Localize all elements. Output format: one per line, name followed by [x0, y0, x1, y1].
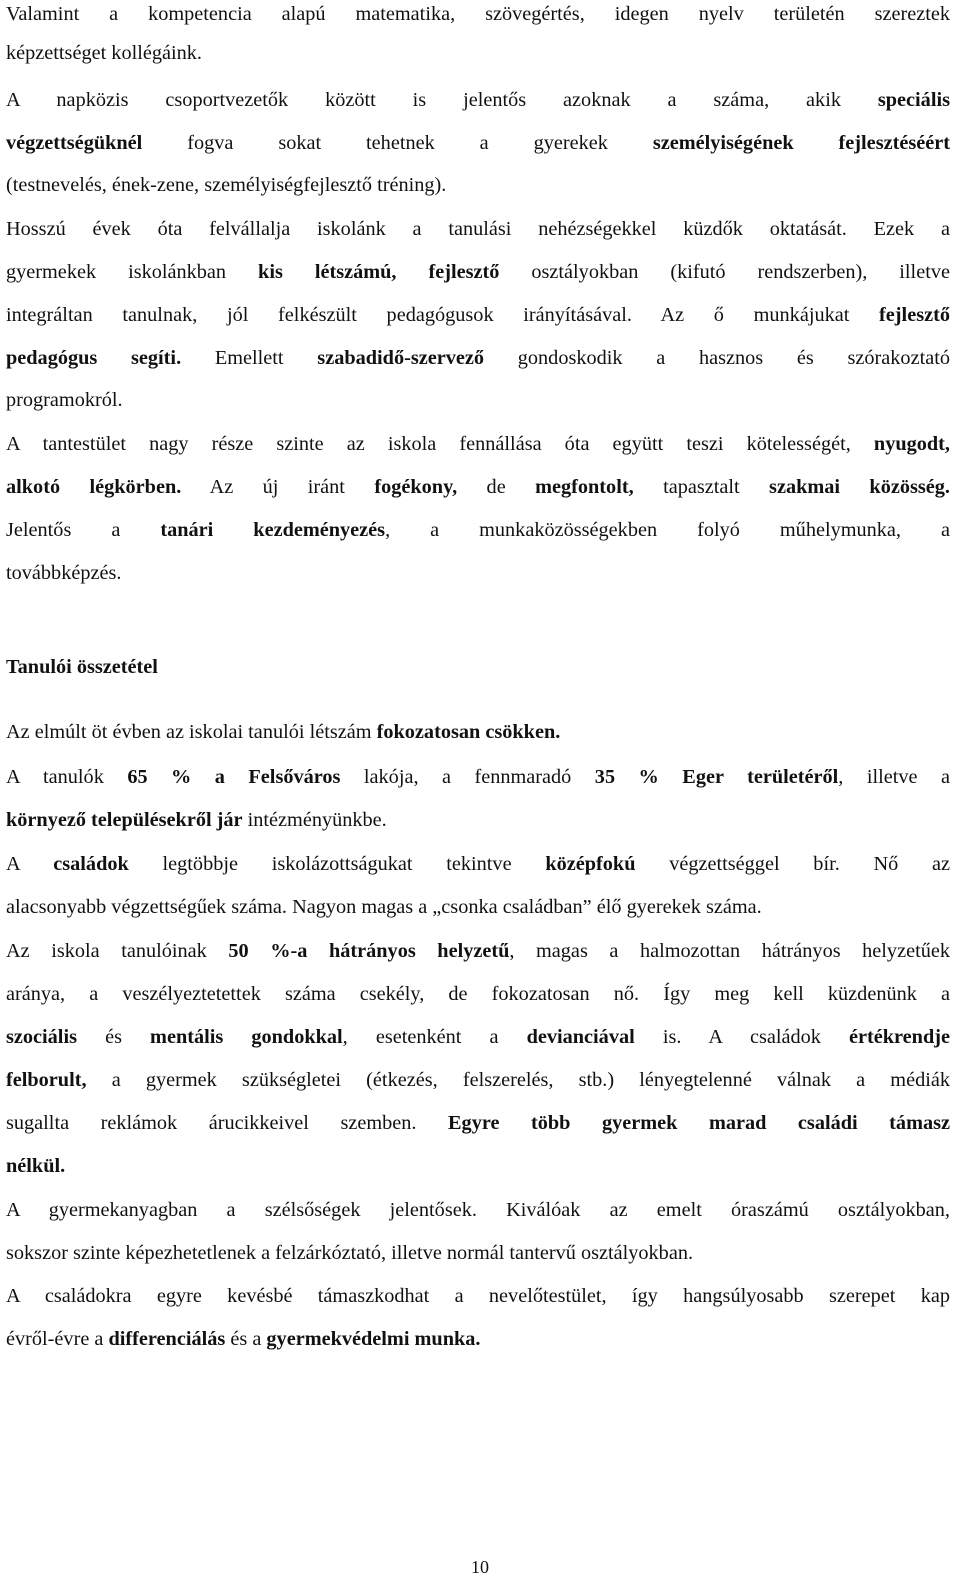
- paragraph-line: [6, 386, 950, 414]
- bold-run: megfontolt,: [535, 476, 634, 498]
- text-run: A gyermekanyagban a szélsőségek jelentősek. Kiválóak az emelt óraszámú osztályokban,: [6, 1199, 950, 1221]
- text-run: sugallta reklámok árucikkeivel szemben.: [6, 1112, 417, 1134]
- paragraph-line: [6, 893, 950, 921]
- text-run: , a munkaközösségekben folyó műhelymunka, a: [385, 519, 950, 541]
- paragraph-line: [6, 763, 950, 791]
- section-heading: Tanulói összetétel: [6, 656, 158, 678]
- bold-run: gyermekvédelmi munka.: [266, 1328, 481, 1350]
- text-run: intézményünkbe.: [247, 809, 387, 831]
- bold-run: fejlesztő: [879, 304, 950, 326]
- text-run: továbbképzés.: [6, 562, 122, 584]
- text-run: és a: [230, 1328, 262, 1350]
- bold-run: devianciával: [526, 1026, 635, 1048]
- bold-run: mentális gondokkal: [150, 1026, 343, 1048]
- bold-run: 35 % Eger területéről: [594, 766, 839, 788]
- text-run: de: [486, 476, 506, 498]
- paragraph-line: [6, 39, 950, 67]
- text-run: gondoskodik a hasznos és szórakoztató: [517, 347, 950, 369]
- text-run: tapasztalt: [663, 476, 740, 498]
- text-run: Hosszú évek óta felvállalja iskolánk a tanulási nehézségekkel küzdők oktatását. Ezek a: [6, 218, 950, 240]
- paragraph-line: [6, 258, 950, 286]
- paragraph-line: [6, 937, 950, 965]
- bold-run: 50 %-a hátrányos helyzetű: [228, 940, 510, 962]
- bold-run: differenciálás: [108, 1328, 226, 1350]
- bold-run: pedagógus segíti.: [6, 347, 182, 369]
- bold-run: értékrendje: [849, 1026, 950, 1048]
- paragraph-line: [6, 344, 950, 372]
- text-run: évről-évre a: [6, 1328, 104, 1350]
- text-run: osztályokban (kifutó rendszerben), illetve: [531, 261, 950, 283]
- bold-run: szakmai közösség.: [769, 476, 950, 498]
- text-run: programokról.: [6, 389, 123, 411]
- paragraph-line: [6, 980, 950, 1008]
- bold-run: Egyre több gyermek marad családi támasz: [448, 1112, 951, 1134]
- text-run: a gyermek szükségletei (étkezés, felszerelés, stb.) lényegtelenné válnak a médiák: [111, 1069, 950, 1091]
- bold-run: 65 % a Felsőváros: [127, 766, 341, 788]
- bold-run: szociális: [6, 1026, 77, 1048]
- bold-run: nélkül.: [6, 1155, 66, 1177]
- text-run: Az új iránt: [209, 476, 345, 498]
- bold-run: környező településekről jár: [6, 809, 243, 831]
- paragraph-line: [6, 1196, 950, 1224]
- text-run: sokszor szinte képezhetetlenek a felzárkóztató, illetve normál tantervű osztályokban.: [6, 1242, 694, 1264]
- text-run: , esetenként a: [342, 1026, 499, 1048]
- bold-run: fokozatosan csökken.: [376, 721, 561, 743]
- text-run: aránya, a veszélyeztetettek száma csekély, de fokozatosan nő. Így meg kell küzdenünk a: [6, 983, 950, 1005]
- text-run: A napközis csoportvezetők között is jelentős azoknak a száma, akik: [6, 89, 841, 111]
- text-run: , magas a halmozottan hátrányos helyzetűek: [509, 940, 950, 962]
- paragraph-line: [6, 473, 950, 501]
- text-run: , illetve a: [838, 766, 950, 788]
- text-run: is. A családok: [662, 1026, 821, 1048]
- bold-run: végzettségüknél: [6, 132, 143, 154]
- text-run: fogva sokat tehetnek a gyerekek: [187, 132, 608, 154]
- text-run: A: [6, 853, 20, 875]
- text-run: lakója, a fennmaradó: [363, 766, 572, 788]
- text-run: Jelentős a: [6, 519, 121, 541]
- paragraph-line: [6, 171, 950, 199]
- text-run: A tantestület nagy része szinte az iskola fennállása óta együtt teszi kötelességét,: [6, 433, 851, 455]
- paragraph-line: [6, 0, 950, 28]
- bold-run: kis létszámú, fejlesztő: [258, 261, 500, 283]
- text-run: Az iskola tanulóinak: [6, 940, 207, 962]
- bold-run: tanári kezdeményezés: [160, 519, 386, 541]
- paragraph-line: [6, 1109, 950, 1137]
- paragraph-line: [6, 215, 950, 243]
- text-run: legtöbbje iskolázottságukat tekintve: [162, 853, 512, 875]
- bold-run: fogékony,: [374, 476, 458, 498]
- text-run: (testnevelés, ének-zene, személyiségfejlesztő tréning).: [6, 174, 447, 196]
- paragraph-line: [6, 1152, 950, 1180]
- bold-run: felborult,: [6, 1069, 87, 1091]
- text-run: Emellett: [214, 347, 284, 369]
- paragraph-line: [6, 1325, 950, 1353]
- paragraph-line: [6, 1282, 950, 1310]
- text-run: integráltan tanulnak, jól felkészült pedagógusok irányításával. Az ő munkájukat: [6, 304, 850, 326]
- paragraph-line: [6, 718, 950, 746]
- text-run: képzettséget kollégáink.: [6, 42, 202, 64]
- text-run: alacsonyabb végzettségűek száma. Nagyon magas a „csonka családban” élő gyerekek száma.: [6, 896, 762, 918]
- paragraph-line: [6, 129, 950, 157]
- paragraph-line: [6, 430, 950, 458]
- paragraph-line: [6, 516, 950, 544]
- bold-run: személyiségének fejlesztéséért: [652, 132, 950, 154]
- text-run: A családokra egyre kevésbé támaszkodhat a nevelőtestület, így hangsúlyosabb szerepet kap: [6, 1285, 950, 1307]
- bold-run: alkotó légkörben.: [6, 476, 182, 498]
- text-run: Az elmúlt öt évben az iskolai tanulói létszám: [6, 721, 372, 743]
- bold-run: középfokú: [545, 853, 636, 875]
- text-run: végzettséggel bír. Nő az: [669, 853, 951, 875]
- paragraph-line: [6, 559, 950, 587]
- paragraph-line: [6, 1066, 950, 1094]
- page-number: 10: [471, 1557, 489, 1577]
- bold-run: szabadidő-szervező: [317, 347, 485, 369]
- paragraph-line: [6, 86, 950, 114]
- text-run: A tanulók: [6, 766, 104, 788]
- paragraph-line: [6, 1023, 950, 1051]
- text-run: Valamint a kompetencia alapú matematika, szövegértés, idegen nyelv területén szereztek: [6, 3, 950, 25]
- paragraph-line: [6, 301, 950, 329]
- bold-run: speciális: [877, 89, 950, 111]
- bold-run: nyugodt,: [873, 433, 951, 455]
- paragraph-line: [6, 850, 950, 878]
- text-run: és: [105, 1026, 122, 1048]
- text-run: gyermekek iskolánkban: [6, 261, 227, 283]
- paragraph-line: [6, 806, 950, 834]
- bold-run: családok: [53, 853, 129, 875]
- paragraph-line: [6, 1239, 950, 1267]
